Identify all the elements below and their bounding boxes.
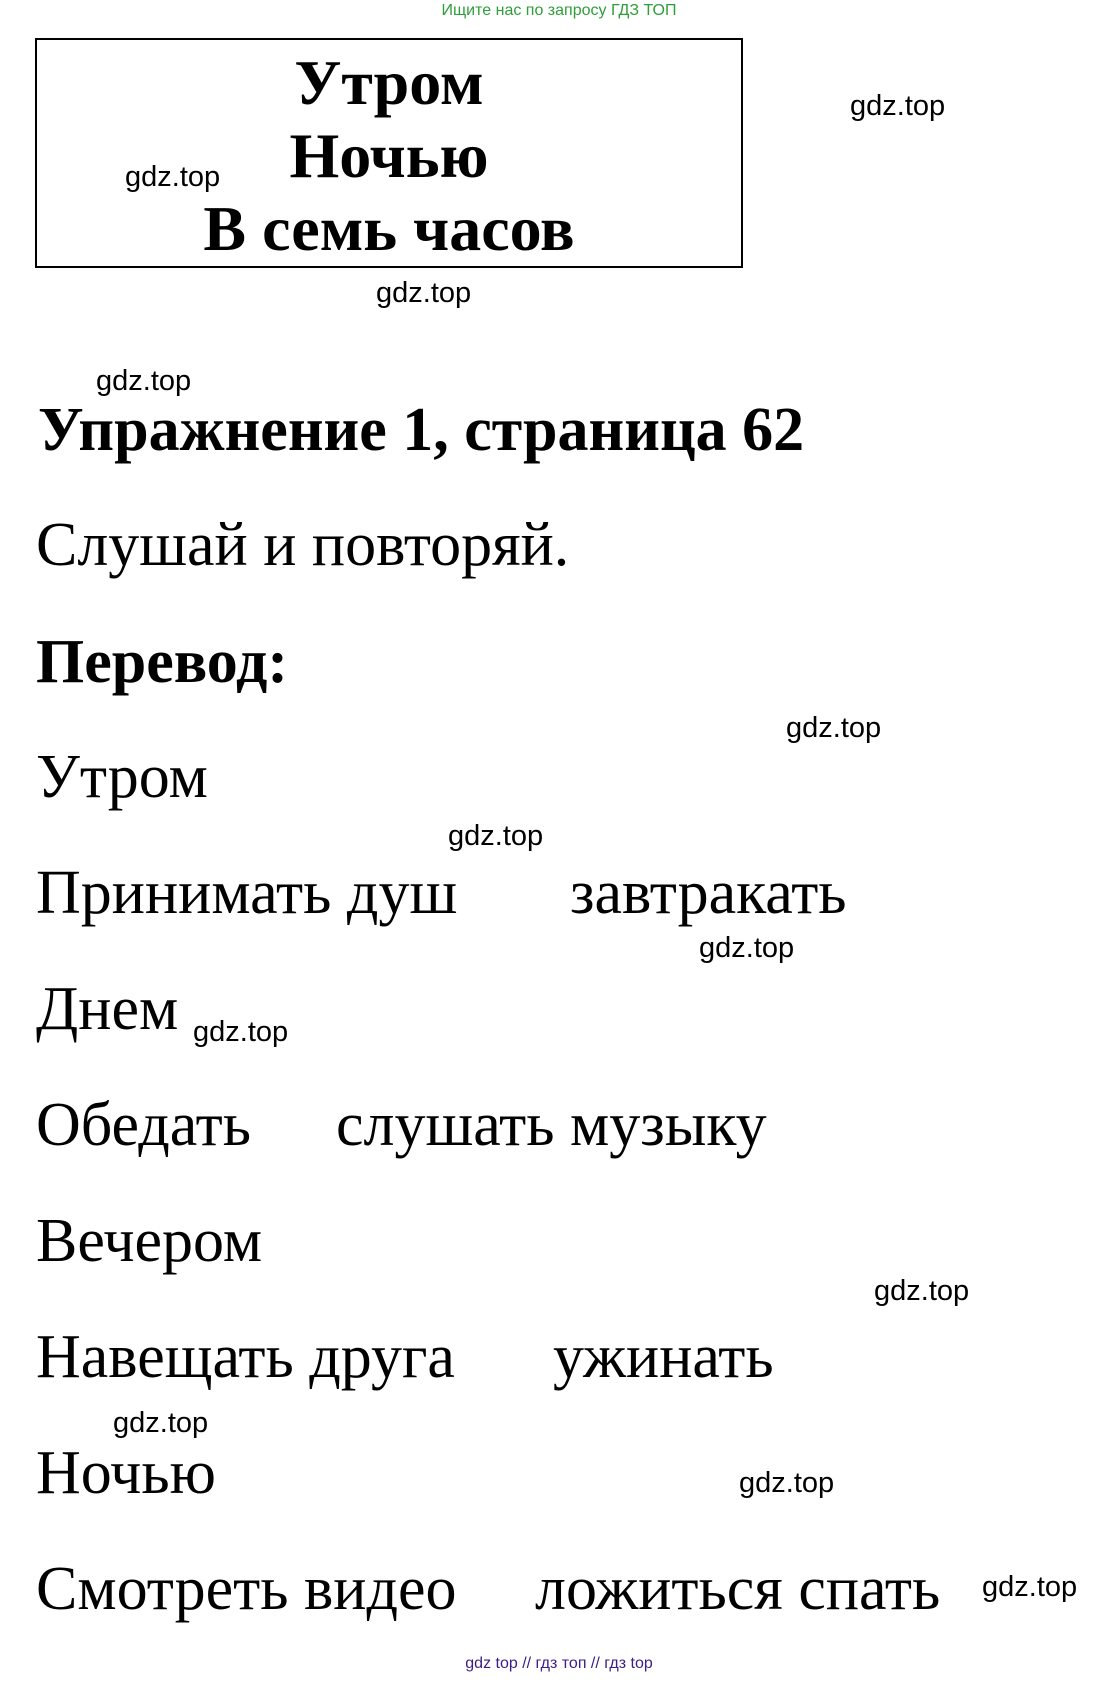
watermark: gdz.top: [850, 90, 946, 122]
watermark: gdz.top: [739, 1467, 835, 1499]
watermark: gdz.top: [125, 161, 221, 193]
translation-heading: Перевод:: [36, 628, 289, 696]
section-title-morning: Утром: [36, 743, 208, 811]
watermark: gdz.top: [786, 712, 882, 744]
watermark: gdz.top: [982, 1571, 1078, 1603]
watermark: gdz.top: [448, 820, 544, 852]
activity-lunch: Обедать: [36, 1091, 252, 1159]
card-line-night: Ночью: [289, 120, 489, 191]
vocabulary-card: [35, 38, 743, 268]
watermark: gdz.top: [874, 1275, 970, 1307]
activity-go-to-bed: ложиться спать: [535, 1555, 941, 1623]
activity-shower: Принимать душ: [36, 859, 458, 927]
card-line-seven-oclock: В семь часов: [203, 193, 575, 264]
watermark: gdz.top: [113, 1407, 209, 1439]
activity-watch-video: Смотреть видео: [36, 1555, 457, 1623]
footer-watermark: gdz top // гдз топ // гдз top: [465, 1655, 653, 1672]
watermark: gdz.top: [96, 365, 192, 397]
top-search-note: Ищите нас по запросу ГДЗ ТОП: [441, 2, 677, 19]
exercise-title: Упражнение 1, страница 62: [38, 396, 805, 464]
activity-dinner: ужинать: [553, 1323, 774, 1391]
watermark: gdz.top: [699, 932, 795, 964]
section-title-day: Днем: [36, 975, 179, 1043]
watermark: gdz.top: [193, 1016, 289, 1048]
section-title-night: Ночью: [36, 1439, 216, 1507]
instruction: Слушай и повторяй.: [36, 511, 570, 579]
card-line-morning: Утром: [294, 47, 484, 118]
watermark: gdz.top: [376, 277, 472, 309]
activity-visit-friend: Навещать друга: [36, 1323, 455, 1391]
activity-breakfast: завтракать: [570, 859, 847, 927]
section-title-evening: Вечером: [36, 1207, 263, 1275]
activity-listen-music: слушать музыку: [336, 1091, 767, 1159]
